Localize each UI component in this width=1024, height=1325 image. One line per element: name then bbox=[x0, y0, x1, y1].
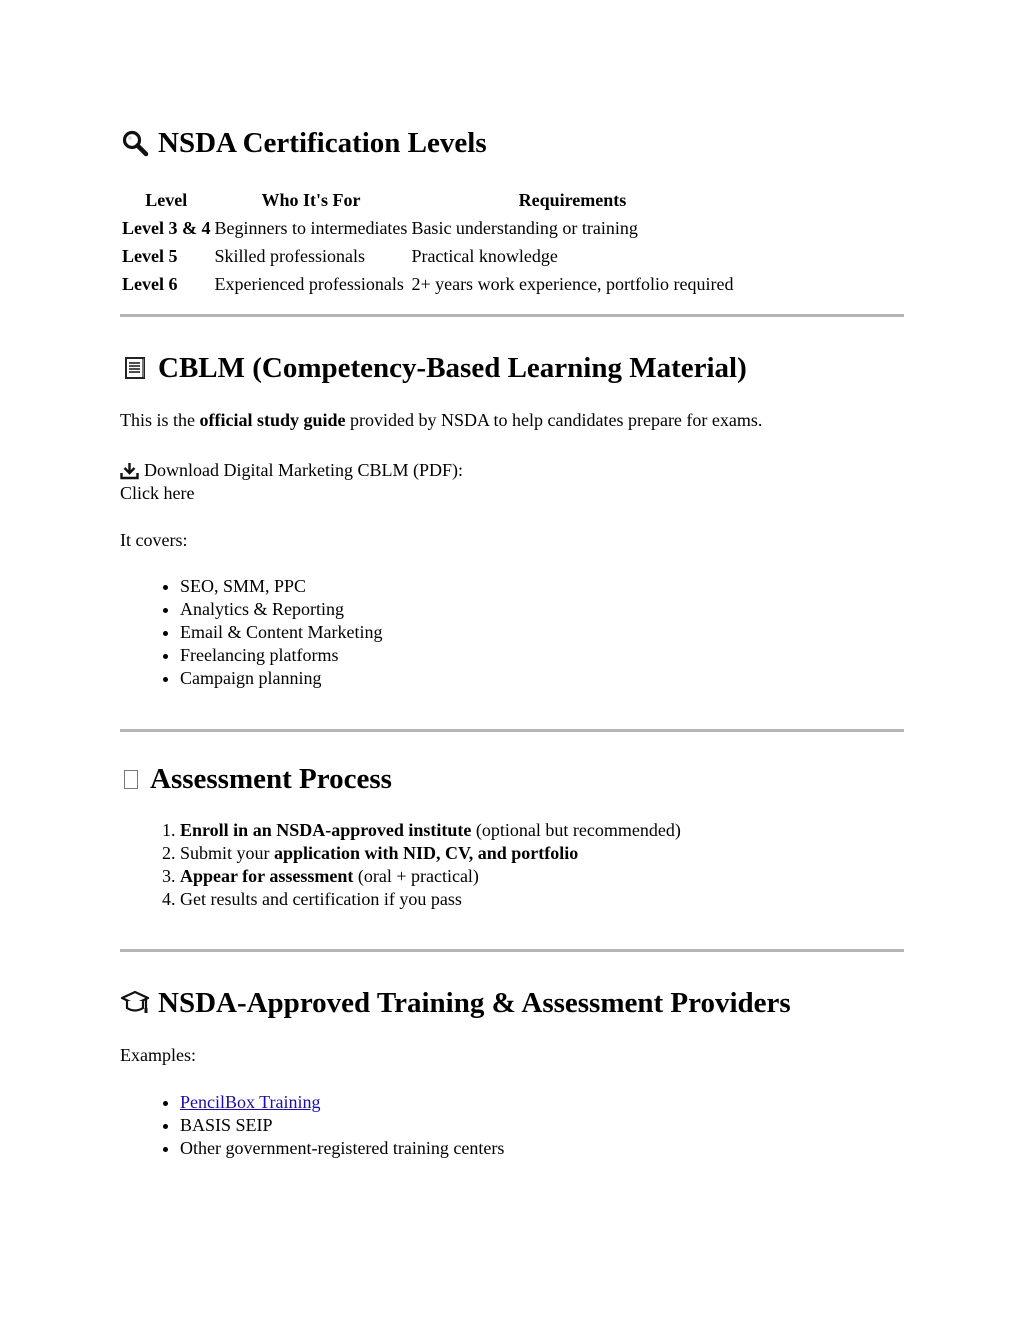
heading-providers: NSDA-Approved Training & Assessment Providers bbox=[120, 986, 791, 1020]
certification-levels-table bbox=[120, 187, 735, 299]
magnifier-icon bbox=[120, 128, 150, 158]
level-cell: Level 5 bbox=[122, 246, 178, 266]
covers-label: It covers: bbox=[120, 530, 188, 550]
list-item: 2. Submit your application with NID, CV, and portfolio bbox=[180, 842, 681, 865]
download-icon bbox=[120, 462, 139, 480]
heading-cblm: CBLM (Competency-Based Learning Material) bbox=[120, 351, 747, 385]
graduation-cap-icon bbox=[120, 988, 150, 1018]
list-item: • Freelancing platforms bbox=[180, 644, 382, 667]
divider bbox=[120, 314, 904, 317]
section-cblm bbox=[120, 351, 747, 385]
audience-cell: Experienced professionals bbox=[214, 274, 404, 294]
section-providers bbox=[120, 986, 791, 1020]
list-item: • Analytics & Reporting bbox=[180, 598, 382, 621]
assessment-steps bbox=[120, 819, 681, 911]
list-item bbox=[180, 1091, 504, 1114]
providers-list bbox=[120, 1091, 504, 1160]
level-cell: Level 6 bbox=[122, 274, 178, 294]
examples-label: Examples: bbox=[120, 1045, 196, 1065]
missing-glyph-icon bbox=[124, 770, 138, 789]
requirements-cell: 2+ years work experience, portfolio required bbox=[411, 274, 734, 294]
list-item: • SEO, SMM, PPC bbox=[180, 575, 382, 598]
download-label: Download Digital Marketing CBLM (PDF): bbox=[144, 460, 463, 480]
provider-link-pencilbox[interactable]: PencilBox Training bbox=[180, 1092, 321, 1112]
list-item: 1. Enroll in an NSDA-approved institute (optional but recommended) bbox=[180, 819, 681, 842]
list-item: • Campaign planning bbox=[180, 667, 382, 690]
table-row bbox=[120, 271, 735, 299]
divider bbox=[120, 729, 904, 732]
level-cell: Level 3 & 4 bbox=[122, 218, 211, 238]
heading-certification-levels: NSDA Certification Levels bbox=[120, 126, 487, 160]
table-row bbox=[120, 243, 735, 271]
list-item: • BASIS SEIP bbox=[180, 1114, 504, 1137]
requirements-cell: Practical knowledge bbox=[411, 246, 558, 266]
section-assessment bbox=[120, 762, 392, 796]
list-item: 3. Appear for assessment (oral + practical) bbox=[180, 865, 681, 888]
list-item: • Other government-registered training centers bbox=[180, 1137, 504, 1160]
divider bbox=[120, 949, 904, 952]
cblm-intro: This is the official study guide provided by NSDA to help candidates prepare for exams. bbox=[120, 410, 763, 430]
table-header-row bbox=[120, 187, 735, 215]
covers-list bbox=[120, 575, 382, 690]
section-certification-levels bbox=[120, 126, 487, 160]
list-item: 4. Get results and certification if you pass bbox=[180, 888, 681, 911]
heading-assessment: Assessment Process bbox=[120, 762, 392, 796]
column-header-requirements: Requirements bbox=[518, 190, 627, 210]
list-item: • Email & Content Marketing bbox=[180, 621, 382, 644]
column-header-level: Level bbox=[145, 190, 188, 210]
book-icon bbox=[120, 353, 150, 383]
audience-cell: Skilled professionals bbox=[214, 246, 365, 266]
requirements-cell: Basic understanding or training bbox=[411, 218, 638, 238]
table-row bbox=[120, 215, 735, 243]
download-block bbox=[120, 459, 463, 505]
audience-cell: Beginners to intermediates bbox=[214, 218, 408, 238]
column-header-who: Who It's For bbox=[261, 190, 361, 210]
download-link[interactable]: Click here bbox=[120, 483, 195, 503]
